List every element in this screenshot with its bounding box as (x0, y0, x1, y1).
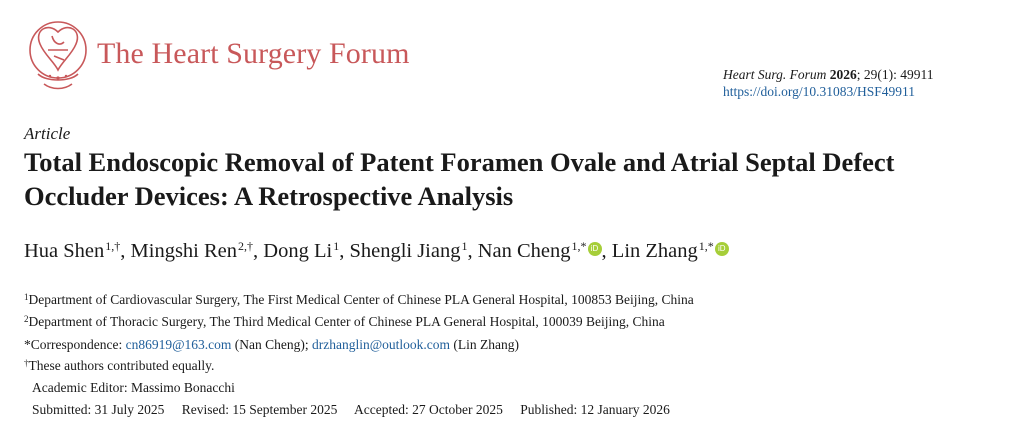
email-link-lin-zhang[interactable]: drzhanglin@outlook.com (312, 337, 451, 352)
author-affiliation-marker: 2,† (238, 239, 254, 253)
author-separator: , (253, 240, 264, 262)
academic-editor: Academic Editor: Massimo Bonacchi (32, 380, 235, 395)
journal-title: The Heart Surgery Forum (97, 37, 410, 70)
orcid-icon[interactable]: iD (715, 242, 729, 256)
author-name: Hua Shen (24, 240, 105, 262)
correspondence (24, 337, 519, 353)
author-name: Shengli Jiang (349, 240, 461, 262)
author-separator: , (601, 240, 612, 262)
author-affiliation-marker: 1,* (698, 239, 714, 253)
publication-dates (32, 402, 670, 418)
article-title: Total Endoscopic Removal of Patent Foramen Ovale and Atrial Septal Defect Occluder Devices: A Retrospective Analysis (24, 147, 895, 211)
affiliation-text: Department of Cardiovascular Surgery, The First Medical Center of Chinese PLA General Hospital, 100853 Beijing, China (28, 292, 694, 307)
affiliation-number: 1 (24, 292, 29, 302)
citation-year: 2026 (829, 67, 857, 82)
affiliation-1 (24, 292, 694, 308)
affiliation-number: 2 (24, 314, 29, 324)
author-affiliation-marker: 1 (333, 239, 340, 253)
accepted-date: Accepted: 27 October 2025 (354, 402, 503, 417)
affiliation-text: Department of Thoracic Surgery, The Third Medical Center of Chinese PLA General Hospital, 100039 Beijing, China (28, 314, 665, 329)
citation-volume: ; 29(1): 49911 (856, 67, 934, 82)
correspondence-label: *Correspondence: (24, 337, 126, 352)
correspondence-name-2: (Lin Zhang) (450, 337, 520, 352)
correspondence-name-1: (Nan Cheng); (231, 337, 312, 352)
equal-contribution-text: These authors contributed equally. (28, 358, 215, 373)
article-type: Article (24, 124, 71, 143)
author-affiliation-marker: 1,† (105, 239, 121, 253)
orcid-icon[interactable]: iD (588, 242, 602, 256)
author-name: Nan Cheng (477, 240, 571, 262)
author-name: Dong Li (263, 240, 333, 262)
citation-line (723, 66, 934, 83)
affiliation-2 (24, 314, 665, 330)
equal-contribution-note (24, 358, 214, 374)
author-affiliation-marker: 1,* (571, 239, 587, 253)
revised-date: Revised: 15 September 2025 (181, 402, 338, 417)
author-name: Lin Zhang (611, 240, 698, 262)
author-separator: , (467, 240, 478, 262)
journal-abbrev: Heart Surg. Forum (723, 67, 827, 82)
author-separator: , (339, 240, 350, 262)
email-link-nan-cheng[interactable]: cn86919@163.com (125, 337, 232, 352)
doi-link[interactable]: https://doi.org/10.31083/HSF49911 (723, 84, 916, 99)
author-list (24, 239, 729, 263)
published-date: Published: 12 January 2026 (520, 402, 670, 417)
author-separator: , (120, 240, 131, 262)
journal-logo-icon (24, 14, 92, 96)
submitted-date: Submitted: 31 July 2025 (32, 402, 165, 417)
author-affiliation-marker: 1 (461, 239, 468, 253)
dagger-symbol: † (24, 358, 29, 368)
author-name: Mingshi Ren (130, 240, 238, 262)
